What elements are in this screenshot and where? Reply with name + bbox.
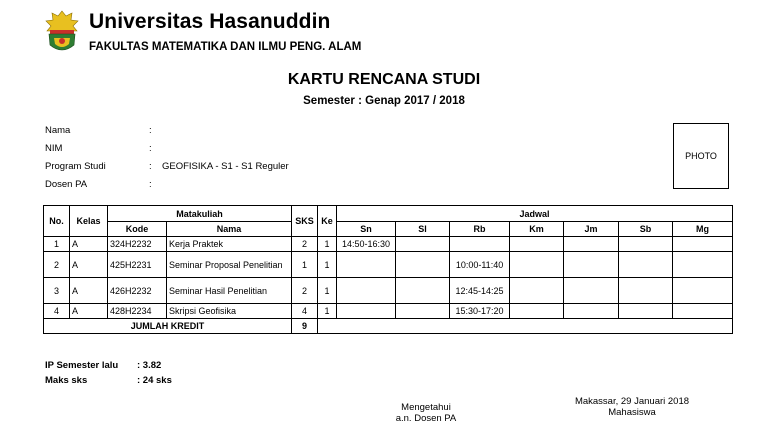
info-label: Program Studi [45,161,106,172]
total-label: JUMLAH KREDIT [44,319,292,334]
student-role: Mahasiswa [608,407,656,418]
cell-nama: Seminar Hasil Penelitian [167,278,292,304]
cell-sks: 1 [292,252,318,278]
photo-box [673,123,729,189]
cell-kode: 428H2234 [108,304,167,319]
cell-schedule [337,304,396,319]
cell-schedule [510,237,564,252]
total-filler [318,319,733,334]
cell-schedule [396,304,450,319]
cell-schedule [673,278,733,304]
cell-schedule: 10:00-11:40 [450,252,510,278]
cell-schedule [396,237,450,252]
cell-kelas: A [70,304,108,319]
ip-value: : 3.82 [137,360,162,371]
cell-schedule: 14:50-16:30 [337,237,396,252]
cell-no: 2 [44,252,70,278]
cell-ke: 1 [318,278,337,304]
student-sign-block [566,396,698,418]
maks-sks-value: : 24 sks [137,375,172,386]
cell-schedule [564,237,619,252]
course-table [43,205,733,334]
cell-kode: 426H2232 [108,278,167,304]
place-date: Makassar, 29 Januari 2018 [574,396,690,407]
header-jadwal: Jadwal [337,206,733,222]
cell-sks: 2 [292,237,318,252]
cell-schedule [619,304,673,319]
header-day: Jm [564,222,619,237]
total-value: 9 [292,319,318,334]
cell-nama: Kerja Praktek [167,237,292,252]
cell-schedule [564,252,619,278]
table-row [44,252,733,278]
info-separator: : [149,179,152,190]
faculty-name: FAKULTAS MATEMATIKA DAN ILMU PENG. ALAM [89,41,362,53]
header-day: Rb [450,222,510,237]
cell-schedule: 15:30-17:20 [450,304,510,319]
cell-schedule [450,237,510,252]
table-row [44,237,733,252]
cell-schedule [396,278,450,304]
photo-label: PHOTO [685,151,717,161]
header-matakuliah: Matakuliah [108,206,292,222]
info-label: NIM [45,143,63,154]
cell-schedule [337,252,396,278]
cell-kelas: A [70,252,108,278]
total-row [44,319,733,334]
header-day: Sn [337,222,396,237]
header-day: Km [510,222,564,237]
cell-schedule [673,252,733,278]
university-crest-icon [42,9,82,55]
header-nama: Nama [167,222,292,237]
info-separator: : [149,161,152,172]
info-separator: : [149,125,152,136]
info-separator: : [149,143,152,154]
cell-schedule [673,237,733,252]
table-row [44,304,733,319]
cell-nama: Skripsi Geofisika [167,304,292,319]
cell-ke: 1 [318,252,337,278]
cell-ke: 1 [318,237,337,252]
cell-schedule [564,278,619,304]
header-ke: Ke [318,206,337,237]
cell-schedule [510,252,564,278]
ip-label: IP Semester lalu [45,360,119,371]
info-value: GEOFISIKA - S1 - S1 Reguler [162,161,289,172]
cell-schedule [619,237,673,252]
header-day: Sl [396,222,450,237]
cell-kelas: A [70,278,108,304]
cell-schedule [673,304,733,319]
table-row [44,278,733,304]
header-sks: SKS [292,206,318,237]
approval-line: a.n. Dosen PA [395,413,457,424]
info-label: Nama [45,125,71,136]
document-title: KARTU RENCANA STUDI [287,71,481,88]
maks-sks-label: Maks sks [45,375,88,386]
header-day: Sb [619,222,673,237]
cell-sks: 4 [292,304,318,319]
cell-schedule [337,278,396,304]
university-name: Universitas Hasanuddin [89,10,331,33]
approval-block [380,402,472,424]
cell-schedule [396,252,450,278]
cell-no: 4 [44,304,70,319]
cell-ke: 1 [318,304,337,319]
header-day: Mg [673,222,733,237]
cell-sks: 2 [292,278,318,304]
cell-no: 3 [44,278,70,304]
approval-line: Mengetahui [401,402,451,413]
cell-kelas: A [70,237,108,252]
cell-schedule [619,252,673,278]
cell-nama: Seminar Proposal Penelitian [167,252,292,278]
header-no: No. [44,206,70,237]
header-kelas: Kelas [70,206,108,237]
cell-schedule [564,304,619,319]
header-kode: Kode [108,222,167,237]
cell-schedule: 12:45-14:25 [450,278,510,304]
cell-kode: 324H2232 [108,237,167,252]
cell-schedule [510,304,564,319]
info-label: Dosen PA [45,179,88,190]
semester-label: Semester : Genap 2017 / 2018 [303,95,465,107]
cell-kode: 425H2231 [108,252,167,278]
cell-no: 1 [44,237,70,252]
cell-schedule [619,278,673,304]
cell-schedule [510,278,564,304]
